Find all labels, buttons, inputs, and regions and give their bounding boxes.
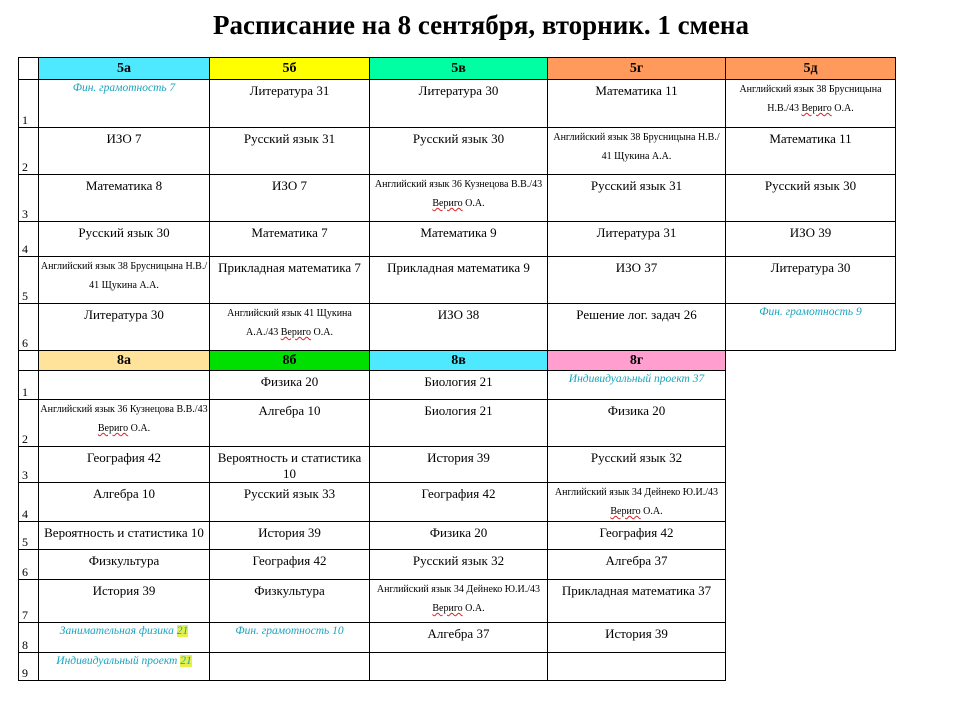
lesson-cell — [39, 550, 210, 580]
lesson-cell — [210, 222, 370, 257]
lesson-cell — [210, 447, 370, 483]
empty-cell — [726, 447, 896, 483]
lesson-text: Русский язык 30 — [412, 131, 505, 146]
lesson-row — [19, 447, 896, 483]
lesson-text: Вероятность и статистика 10 — [44, 525, 204, 540]
lesson-row — [19, 623, 896, 653]
lesson-text: Физкультура — [88, 553, 160, 568]
lesson-number: 7 — [19, 580, 39, 623]
lesson-text: История 39 — [427, 450, 490, 465]
lesson-cell — [370, 222, 548, 257]
lesson-number: 8 — [19, 623, 39, 653]
lesson-text: География 42 — [599, 525, 674, 540]
lesson-cell — [210, 483, 370, 522]
lesson-cell — [726, 80, 896, 128]
lesson-cell — [210, 522, 370, 550]
lesson-text: Английский язык 38 Брусницына Н.В./ 41 Щукина А.А. — [40, 261, 208, 291]
lesson-row — [19, 128, 896, 175]
lesson-cell — [39, 653, 210, 681]
lesson-cell — [39, 371, 210, 400]
lesson-row — [19, 522, 896, 550]
lesson-cell — [370, 483, 548, 522]
lesson-text: Литература 30 — [418, 83, 499, 98]
lesson-text: ИЗО 37 — [615, 260, 658, 275]
lesson-cell — [39, 447, 210, 483]
lesson-row — [19, 550, 896, 580]
lesson-number: 3 — [19, 447, 39, 483]
lesson-cell — [370, 80, 548, 128]
lesson-cell — [210, 580, 370, 623]
lesson-cell — [548, 623, 726, 653]
lesson-row — [19, 371, 896, 400]
lesson-row — [19, 222, 896, 257]
lesson-text: Математика 11 — [595, 83, 678, 98]
corner-cell — [19, 351, 39, 371]
lesson-text: ИЗО 38 — [437, 307, 480, 322]
lesson-text: Русский язык 32 — [412, 553, 505, 568]
lesson-text: Русский язык 31 — [590, 178, 683, 193]
schedule-table — [18, 57, 896, 681]
lesson-cell — [39, 580, 210, 623]
lesson-row — [19, 304, 896, 351]
lesson-text: ИЗО 39 — [789, 225, 832, 240]
lesson-cell — [370, 371, 548, 400]
lesson-text: Математика 9 — [420, 225, 497, 240]
lesson-cell — [210, 623, 370, 653]
lesson-cell — [370, 304, 548, 351]
empty-cell — [726, 400, 896, 447]
lesson-cell — [370, 128, 548, 175]
lesson-text: Английский язык 41 Щукина А.А./43 Вериго О.А. — [227, 308, 352, 338]
lesson-cell — [39, 623, 210, 653]
lesson-row — [19, 580, 896, 623]
lesson-text: Английский язык 38 Брусницына Н.В./43 Вериго О.А. — [739, 84, 882, 114]
lesson-cell — [548, 371, 726, 400]
lesson-text: Математика 8 — [85, 178, 163, 193]
lesson-text: История 39 — [92, 583, 156, 598]
lesson-text: Физика 20 — [260, 374, 319, 389]
lesson-cell — [210, 304, 370, 351]
lesson-text: Фин. грамотность 9 — [759, 306, 862, 318]
lesson-cell — [370, 653, 548, 681]
lesson-cell — [39, 80, 210, 128]
lesson-text: Биология 21 — [424, 403, 493, 418]
lesson-cell — [370, 522, 548, 550]
lesson-text: География 42 — [421, 486, 496, 501]
lesson-text: География 42 — [252, 553, 327, 568]
lesson-cell — [726, 222, 896, 257]
lesson-text: Русский язык 31 — [243, 131, 336, 146]
lesson-cell — [370, 400, 548, 447]
lesson-text: Литература 31 — [596, 225, 677, 240]
lesson-text: Русский язык 32 — [590, 450, 683, 465]
lesson-cell — [548, 257, 726, 304]
lesson-cell — [548, 222, 726, 257]
lesson-text: Алгебра 37 — [427, 626, 490, 641]
lesson-cell — [370, 550, 548, 580]
lesson-text: Русский язык 30 — [78, 225, 170, 240]
empty-cell — [726, 623, 896, 653]
lesson-cell — [210, 550, 370, 580]
lesson-cell — [39, 304, 210, 351]
header-row-grade5 — [19, 58, 896, 80]
empty-cell — [726, 371, 896, 400]
lesson-text: Английский язык 36 Кузнецова В.В./43 Вериго О.А. — [40, 404, 208, 434]
corner-cell — [19, 58, 39, 80]
lesson-text: Прикладная математика 37 — [561, 583, 712, 598]
lesson-number: 1 — [19, 80, 39, 128]
lesson-cell — [548, 483, 726, 522]
lesson-cell — [548, 447, 726, 483]
empty-cell — [726, 522, 896, 550]
lesson-cell — [39, 222, 210, 257]
lesson-row — [19, 653, 896, 681]
lesson-text: ИЗО 7 — [106, 131, 142, 146]
lesson-text: Математика 7 — [251, 225, 328, 240]
lesson-text: Индивидуальный проект 37 — [568, 373, 705, 385]
lesson-text: Индивидуальный проект 21 — [56, 655, 192, 667]
lesson-cell — [210, 371, 370, 400]
lesson-text: Физика 20 — [429, 525, 488, 540]
lesson-cell — [210, 400, 370, 447]
lesson-cell — [39, 175, 210, 222]
class-header-5a: 5а — [39, 58, 210, 80]
lesson-cell — [210, 80, 370, 128]
class-header-5g: 5г — [548, 58, 726, 80]
lesson-number: 4 — [19, 483, 39, 522]
class-header-8b: 8б — [210, 351, 370, 371]
lesson-text: Прикладная математика 7 — [218, 260, 361, 275]
lesson-number: 6 — [19, 550, 39, 580]
lesson-row — [19, 175, 896, 222]
lesson-text: История 39 — [258, 525, 321, 540]
lesson-text: Математика 11 — [769, 131, 852, 146]
lesson-text: ИЗО 7 — [271, 178, 308, 193]
class-header-5d: 5д — [726, 58, 896, 80]
lesson-cell — [726, 175, 896, 222]
lesson-number: 2 — [19, 128, 39, 175]
lesson-cell — [39, 257, 210, 304]
lesson-row — [19, 257, 896, 304]
lesson-cell — [726, 304, 896, 351]
lesson-text: Русский язык 33 — [243, 486, 336, 501]
empty-cell — [726, 483, 896, 522]
lesson-cell — [370, 447, 548, 483]
lesson-number: 2 — [19, 400, 39, 447]
class-header-8a: 8а — [39, 351, 210, 371]
lesson-number: 6 — [19, 304, 39, 351]
lesson-row — [19, 483, 896, 522]
lesson-text: Физика 20 — [607, 403, 666, 418]
lesson-text: Физкультура — [254, 583, 325, 598]
lesson-text: Алгебра 10 — [258, 403, 321, 418]
lesson-number: 1 — [19, 371, 39, 400]
lesson-cell — [370, 257, 548, 304]
lesson-text: Прикладная математика 9 — [387, 260, 530, 275]
class-header-8g: 8г — [548, 351, 726, 371]
lesson-cell — [210, 175, 370, 222]
lesson-cell — [548, 400, 726, 447]
class-header-5v: 5в — [370, 58, 548, 80]
lesson-text: Фин. грамотность 10 — [235, 625, 344, 637]
lesson-text: Занимательная физика 21 — [59, 625, 189, 637]
empty-cell — [726, 550, 896, 580]
lesson-cell — [726, 128, 896, 175]
lesson-cell — [548, 128, 726, 175]
lesson-number: 4 — [19, 222, 39, 257]
lesson-number: 3 — [19, 175, 39, 222]
lesson-cell — [548, 522, 726, 550]
lesson-cell — [39, 128, 210, 175]
lesson-cell — [210, 257, 370, 304]
lesson-cell — [39, 483, 210, 522]
lesson-cell — [39, 522, 210, 550]
lesson-text: Английский язык 36 Кузнецова В.В./43 Вериго О.А. — [374, 179, 543, 209]
lesson-cell — [726, 257, 896, 304]
lesson-text: Английский язык 38 Брусницына Н.В./ 41 Щукина А.А. — [553, 132, 720, 162]
lesson-cell — [548, 550, 726, 580]
lesson-text: История 39 — [605, 626, 668, 641]
empty-cell — [726, 653, 896, 681]
lesson-cell — [548, 653, 726, 681]
lesson-cell — [370, 623, 548, 653]
lesson-cell — [548, 175, 726, 222]
class-header-8v: 8в — [370, 351, 548, 371]
lesson-text: Алгебра 37 — [605, 553, 668, 568]
lesson-text: Литература 30 — [84, 307, 164, 322]
lesson-text: Вероятность и статистика 10 — [217, 450, 362, 481]
lesson-text: Русский язык 30 — [764, 178, 857, 193]
empty-cell — [726, 351, 896, 371]
lesson-text: Литература 30 — [770, 260, 851, 275]
lesson-cell — [39, 400, 210, 447]
lesson-number: 5 — [19, 257, 39, 304]
lesson-text: Английский язык 34 Дейнеко Ю.И./43 Вериго О.А. — [376, 584, 541, 614]
lesson-cell — [370, 175, 548, 222]
class-header-5b: 5б — [210, 58, 370, 80]
lesson-cell — [548, 580, 726, 623]
lesson-text: Литература 31 — [249, 83, 330, 98]
empty-cell — [726, 580, 896, 623]
lesson-text: Алгебра 10 — [93, 486, 155, 501]
lesson-row — [19, 80, 896, 128]
lesson-text: Английский язык 34 Дейнеко Ю.И./43 Вериго О.А. — [554, 487, 719, 517]
lesson-text: Биология 21 — [424, 374, 493, 389]
lesson-number: 5 — [19, 522, 39, 550]
lesson-cell — [210, 128, 370, 175]
lesson-number: 9 — [19, 653, 39, 681]
lesson-text: География 42 — [86, 450, 161, 465]
lesson-cell — [548, 304, 726, 351]
page-title: Расписание на 8 сентября, вторник. 1 смена — [213, 10, 749, 40]
lesson-cell — [548, 80, 726, 128]
lesson-cell — [210, 653, 370, 681]
lesson-row — [19, 400, 896, 447]
lesson-cell — [370, 580, 548, 623]
lesson-text: Фин. грамотность 7 — [72, 82, 176, 94]
lesson-text: Решение лог. задач 26 — [576, 307, 697, 322]
header-row-grade8 — [19, 351, 896, 371]
